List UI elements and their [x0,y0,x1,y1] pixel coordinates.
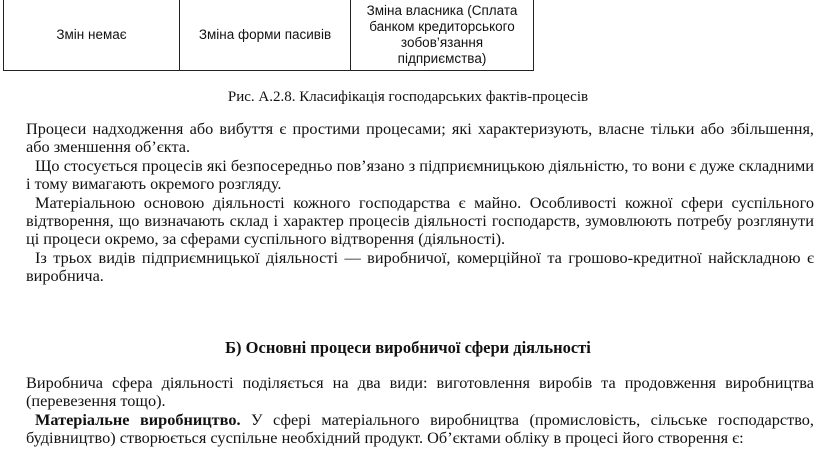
classification-table [3,0,534,71]
table-cell-liabilities-form-change: Зміна форми пасивів [180,0,351,71]
table-row [4,0,534,71]
paragraph-rest: У сфері матеріального виробництва (промисловість, сільське господарство, будівництво) створюється суспільне необхідний продукт. Об’єктами обліку в процесі його створення є: [26,409,815,448]
figure-caption: Рис. А.2.8. Класифікація господарських фактів-процесів [227,89,589,105]
paragraph: Матеріальною основою діяльності кожного господарства є майно. Особливості кожної сфери суспільного відтворення, що визначають склад і характер процесів діяльності господарств, зумовлюють потребу розглянути ці процеси окремо, за сферами суспільного відтворення (діяльності). [26,192,814,249]
text-block-processes [26,120,814,286]
paragraph: Виробнича сфера діяльності поділяється на два види: виготовлення виробів та продовження виробництва (перевезення тощо). [26,373,814,411]
section-heading: Б) Основні процеси виробничої сфери діяльності [225,338,591,357]
paragraph: Із трьох видів підприємницької діяльності — виробничої, комерційної та грошово-кредитної найскладною є виробнича. [26,247,814,286]
text-block-production [26,374,814,448]
paragraph: Процеси надходження або вибуття є простими процесами; які характеризують, власне тільки або збільшення, або зменшення об’єкта. [26,119,814,157]
paragraph [0,411,814,448]
bold-term: Матеріальне виробництво. [35,409,241,429]
table-cell-owner-change: Зміна власника (Сплата банком кредиторського зобов’язання підприємства) [351,0,534,71]
table-cell-no-change: Змін немає [4,0,180,71]
paragraph: Що стосується процесів які безпосередньо пов’язано з підприємницькою діяльністю, то вони є дуже складними і тому вимагають окремого розгляду. [26,155,814,194]
